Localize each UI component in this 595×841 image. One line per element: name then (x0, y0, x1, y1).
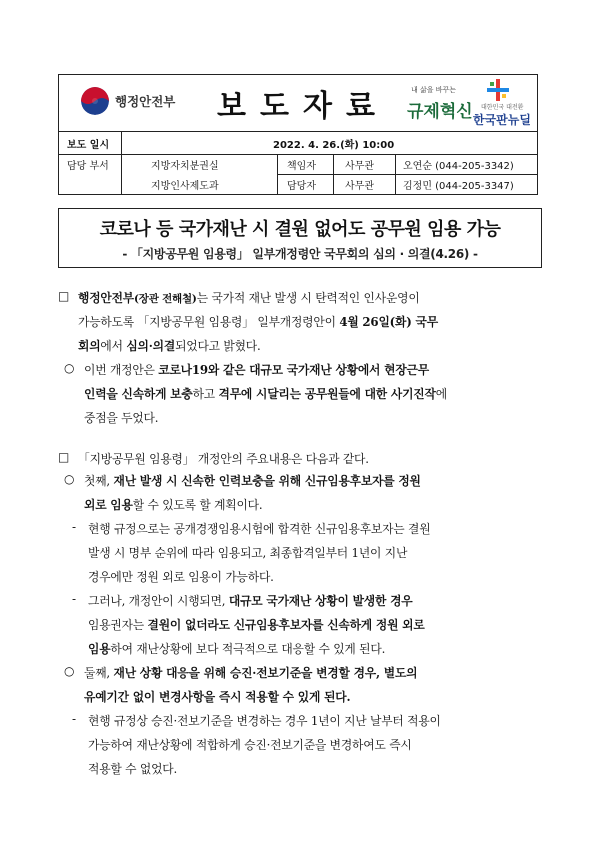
p5-line2: 발생 시 명부 순위에 따라 임용되고, 최종합격일부터 1년이 지난 (88, 546, 408, 560)
reform-logo-text: 규제혁신 (407, 102, 473, 122)
p1-line2: 가능하도록 「지방공무원 임용령」 일부개정령안이 4월 26일(화) 국무 (78, 315, 438, 329)
release-date-row (59, 131, 537, 155)
korean-new-deal-icon (487, 79, 509, 101)
p5-line3: 경우에만 정원 외로 임용이 가능하다. (88, 570, 274, 584)
contact-1: 오연순 (044-205-3342) (403, 161, 514, 172)
press-release-title: 보도자료 (217, 90, 389, 123)
p1-line1: 행정안전부(장관 전해철)는 국가적 재난 발생 시 탄력적인 인사운영이 (78, 291, 420, 305)
p8-line3: 적용할 수 없었다. (88, 762, 178, 776)
release-label: 보도 일시 (67, 140, 110, 151)
korean-new-deal-slogan: 대한민국 대전환 (481, 104, 524, 111)
dash-bullet: - (72, 520, 77, 534)
circle-bullet: ○ (64, 472, 75, 486)
department-label: 담당 부서 (67, 161, 109, 172)
p3-line1: 「지방공무원 임용령」 개정안의 주요내용은 다음과 같다. (78, 452, 369, 466)
dash-bullet: - (72, 712, 77, 726)
p6-line3: 임용하여 재난상황에 보다 적극적으로 대응할 수 있게 된다. (88, 642, 386, 656)
contact-2: 김정민 (044-205-3347) (403, 181, 514, 192)
reform-slogan: 내 삶을 바꾸는 (411, 86, 457, 94)
p5-line1: 현행 규정으로는 공개경쟁임용시험에 합격한 신규임용후보자는 결원 (88, 522, 431, 536)
p1-line3: 회의에서 심의·의결되었다고 밝혔다. (78, 339, 261, 353)
headline-title: 코로나 등 국가재난 시 결원 없어도 공무원 임용 가능 (99, 219, 501, 240)
ministry-name: 행정안전부 (115, 94, 176, 109)
p2-line2: 인력을 신속하게 보충하고 격무에 시달리는 공무원들에 대한 사기진작에 (84, 387, 447, 401)
headline-box (58, 208, 542, 268)
p2-line1: 이번 개정안은 코로나19와 같은 대규모 국가재난 상황에서 현장근무 (84, 363, 429, 377)
rank-2: 사무관 (345, 181, 374, 192)
p2-line3: 중점을 두었다. (84, 411, 159, 425)
p7-line2: 유예기간 없이 변경사항을 즉시 적용할 수 있게 된다. (84, 690, 351, 704)
dash-bullet: - (72, 592, 77, 606)
department-1: 지방자치분권실 (151, 161, 219, 172)
p8-line2: 가능하여 재난상황에 적합하게 승진·전보기준을 변경하여도 즉시 (88, 738, 412, 752)
p7-line1: 둘째, 재난 상황 대응을 위해 승진·전보기준을 변경할 경우, 별도의 (84, 666, 418, 680)
role-2: 담당자 (287, 181, 316, 192)
p6-line2: 임용권자는 결원이 없더라도 신규임용후보자를 신속하게 정원 외로 (88, 618, 425, 632)
p4-line2: 외로 임용할 수 있도록 할 계획이다. (84, 498, 263, 512)
department-row (59, 154, 537, 194)
square-bullet: □ (58, 289, 70, 303)
release-date: 2022. 4. 26.(화) 10:00 (273, 140, 395, 151)
department-2: 지방인사제도과 (151, 181, 219, 192)
square-bullet: □ (58, 450, 70, 464)
role-1: 책임자 (287, 161, 316, 172)
header-banner (59, 75, 537, 132)
p6-line1: 그러나, 개정안이 시행되면, 대규모 국가재난 상황이 발생한 경우 (88, 594, 413, 608)
rank-1: 사무관 (345, 161, 374, 172)
headline-subtitle: - 「지방공무원 임용령」 일부개정령안 국무회의 심의 · 의결(4.26) - (122, 247, 478, 261)
circle-bullet: ○ (64, 664, 75, 678)
press-header-table (58, 74, 538, 195)
p8-line1: 현행 규정상 승진·전보기준을 변경하는 경우 1년이 지난 날부터 적용이 (88, 714, 441, 728)
ministry-emblem-icon (81, 87, 109, 115)
circle-bullet: ○ (64, 361, 75, 375)
korean-new-deal-title: 한국판뉴딜 (473, 113, 531, 127)
p4-line1: 첫째, 재난 발생 시 신속한 인력보충을 위해 신규임용후보자를 정원 (84, 474, 421, 488)
